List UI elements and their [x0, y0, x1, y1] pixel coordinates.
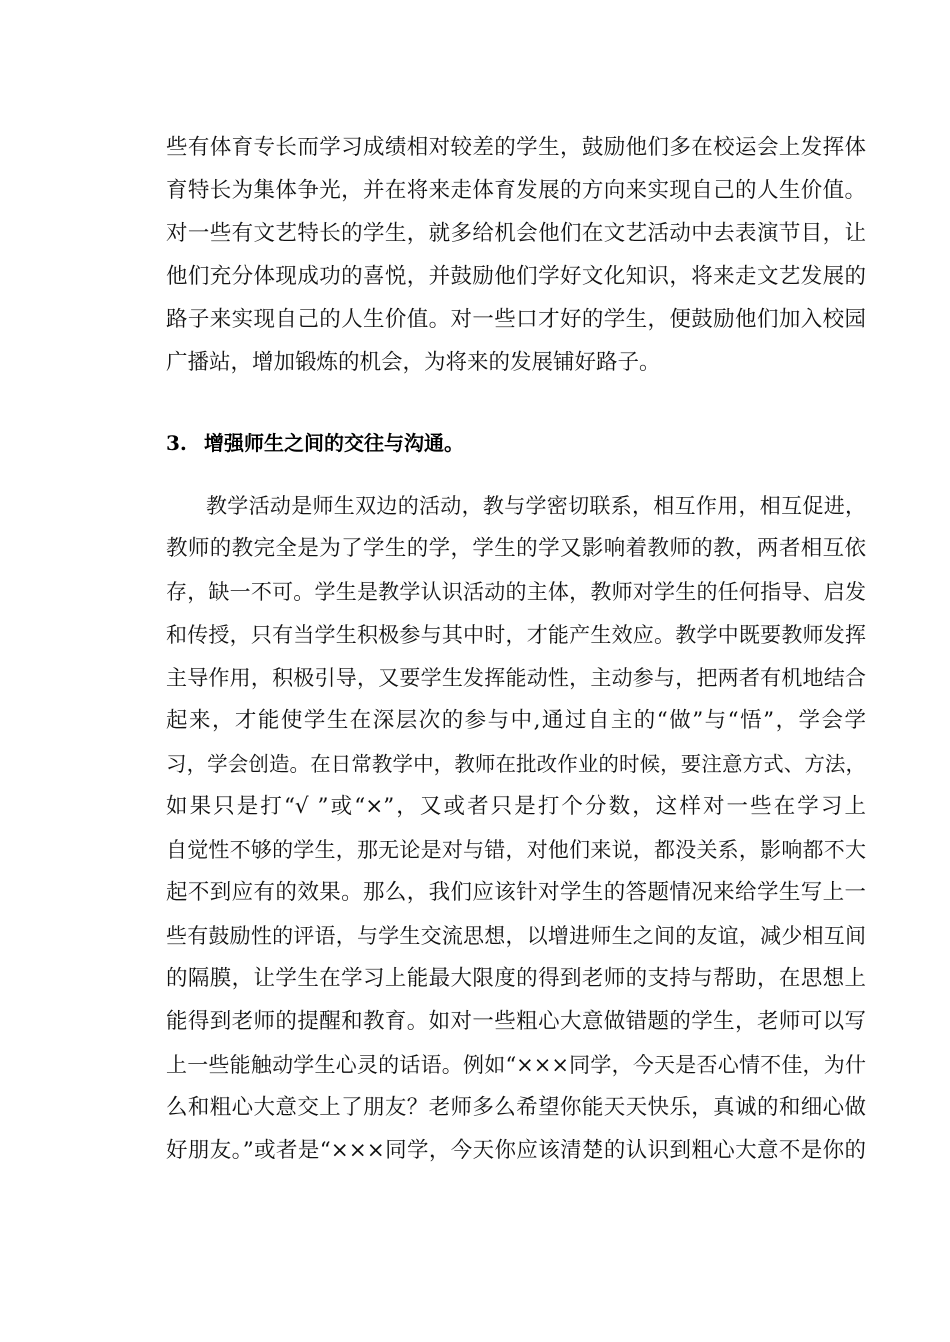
- section-heading: [166, 423, 464, 463]
- paragraph-line: 起不到应有的效果。那么，我们应该针对学生的答题情况来给学生写上一: [166, 880, 866, 905]
- paragraph-line: 么和粗心大意交上了朋友？老师多么希望你能天天快乐，真诚的和细心做: [166, 1095, 866, 1120]
- section-number: 3.: [166, 431, 187, 455]
- section-title: 增强师生之间的交往与沟通。: [204, 431, 464, 455]
- paragraph-line: 教学活动是师生双边的活动，教与学密切联系，相互作用，相互促进，: [206, 494, 866, 518]
- paragraph-line: 路子来实现自己的人生价值。对一些口才好的学生，便鼓励他们加入校园: [166, 307, 866, 332]
- paragraph-line: 能得到老师的提醒和教育。如对一些粗心大意做错题的学生，老师可以写: [166, 1009, 866, 1034]
- paragraph-line: 的隔膜，让学生在学习上能最大限度的得到老师的支持与帮助，在思想上: [166, 966, 866, 991]
- paragraph-line: 些有体育专长而学习成绩相对较差的学生，鼓励他们多在校运会上发挥体: [166, 135, 866, 160]
- paragraph-line: 上一些能触动学生心灵的话语。例如“×××同学，今天是否心情不佳，为什: [166, 1053, 866, 1077]
- paragraph-line: 和传授，只有当学生积极参与其中时，才能产生效应。教学中既要教师发挥: [166, 623, 866, 647]
- paragraph-line: 些有鼓励性的评语，与学生交流思想，以增进师生之间的友谊，减少相互间: [166, 924, 866, 948]
- paragraph-line: 如果只是打“√ ”或“×”，又或者只是打个分数，这样对一些在学习上: [166, 794, 866, 819]
- paragraph-line: 存，缺一不可。学生是教学认识活动的主体，教师对学生的任何指导、启发: [166, 580, 866, 604]
- paragraph-line: 育特长为集体争光，并在将来走体育发展的方向来实现自己的人生价值。: [166, 178, 866, 203]
- paragraph-line: 主导作用，积极引导，又要学生发挥能动性，主动参与，把两者有机地结合: [166, 666, 866, 690]
- paragraph-line: 他们充分体现成功的喜悦，并鼓励他们学好文化知识，将来走文艺发展的: [166, 264, 866, 289]
- paragraph-line: 教师的教完全是为了学生的学，学生的学又影响着教师的教，两者相互依: [166, 536, 866, 561]
- paragraph-line: 起来，才能使学生在深层次的参与中,通过自主的“做”与“悟”，学会学: [166, 708, 866, 733]
- paragraph-line: 好朋友。”或者是“×××同学，今天你应该清楚的认识到粗心大意不是你的: [166, 1138, 866, 1163]
- paragraph-line: 自觉性不够的学生，那无论是对与错，对他们来说，都没关系，影响都不大: [166, 838, 866, 862]
- paragraph-line: 对一些有文艺特长的学生，就多给机会他们在文艺活动中去表演节目，让: [166, 221, 866, 246]
- paragraph-line: 广播站，增加锻炼的机会，为将来的发展铺好路子。: [166, 350, 661, 375]
- paragraph-line: 习，学会创造。在日常教学中，教师在批改作业的时候，要注意方式、方法，: [166, 752, 866, 776]
